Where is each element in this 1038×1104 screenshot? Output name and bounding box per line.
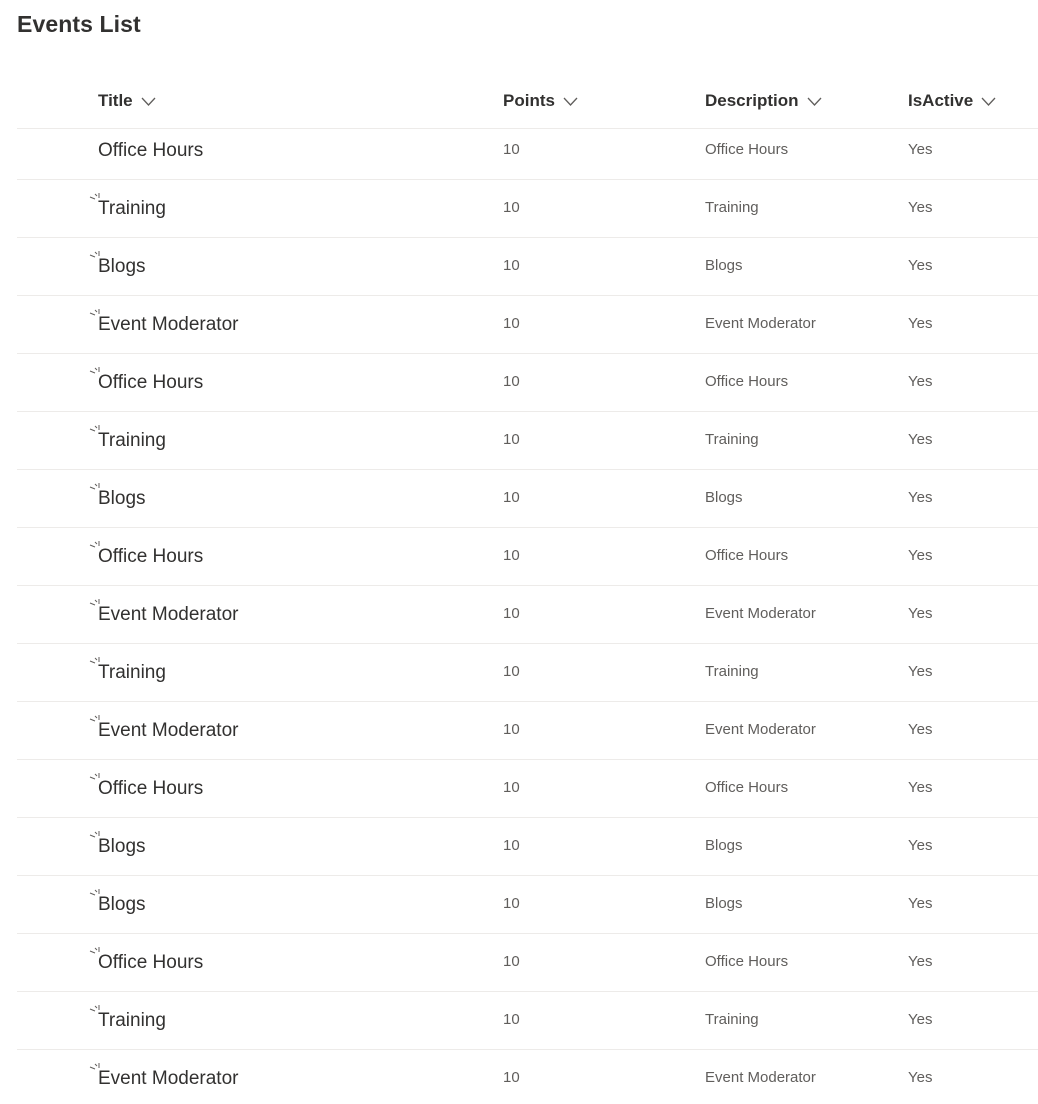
cell-title[interactable]: Office Hours: [98, 546, 204, 567]
table-row[interactable]: [17, 354, 1038, 412]
cell-isactive: Yes: [908, 431, 933, 448]
cell-title[interactable]: Office Hours: [98, 952, 204, 973]
cell-points: 10: [503, 721, 520, 738]
cell-description: Blogs: [705, 489, 743, 506]
table-row[interactable]: [17, 818, 1038, 876]
cell-points: 10: [503, 1011, 520, 1028]
cell-points: 10: [503, 315, 520, 332]
cell-title[interactable]: Blogs: [98, 256, 146, 277]
cell-title[interactable]: Training: [98, 198, 166, 219]
chevron-down-icon: [141, 97, 156, 106]
cell-description: Event Moderator: [705, 1069, 816, 1086]
cell-description: Office Hours: [705, 547, 789, 564]
cell-title[interactable]: Office Hours: [98, 372, 204, 393]
table-row[interactable]: [17, 992, 1038, 1050]
cell-description: Event Moderator: [705, 721, 816, 738]
cell-isactive: Yes: [908, 779, 933, 796]
column-header-isactive-label: IsActive: [908, 91, 974, 110]
cell-points: 10: [503, 431, 520, 448]
cell-points: 10: [503, 141, 520, 158]
cell-title[interactable]: Office Hours: [98, 778, 204, 799]
cell-description: Office Hours: [705, 141, 789, 158]
cell-isactive: Yes: [908, 547, 933, 564]
cell-description: Training: [705, 431, 759, 448]
table-row[interactable]: [17, 760, 1038, 818]
grid-body: [17, 129, 1038, 1104]
cell-points: 10: [503, 837, 520, 854]
table-row[interactable]: [17, 528, 1038, 586]
cell-title[interactable]: Office Hours: [98, 140, 204, 161]
cell-description: Blogs: [705, 837, 743, 854]
cell-title[interactable]: Event Moderator: [98, 1068, 239, 1089]
cell-description: Training: [705, 663, 759, 680]
cell-points: 10: [503, 373, 520, 390]
cell-isactive: Yes: [908, 199, 933, 216]
column-header-isactive[interactable]: [908, 89, 996, 113]
table-row[interactable]: [17, 470, 1038, 528]
table-row[interactable]: [17, 934, 1038, 992]
cell-description: Blogs: [705, 895, 743, 912]
column-header-title-label: Title: [98, 91, 133, 110]
cell-isactive: Yes: [908, 663, 933, 680]
cell-isactive: Yes: [908, 489, 933, 506]
cell-description: Event Moderator: [705, 315, 816, 332]
column-header-points[interactable]: [503, 89, 578, 113]
table-row[interactable]: [17, 238, 1038, 296]
cell-points: 10: [503, 605, 520, 622]
cell-title[interactable]: Event Moderator: [98, 720, 239, 741]
cell-title[interactable]: Blogs: [98, 836, 146, 857]
cell-title[interactable]: Event Moderator: [98, 604, 239, 625]
cell-description: Office Hours: [705, 373, 789, 390]
cell-isactive: Yes: [908, 1069, 933, 1086]
cell-title[interactable]: Blogs: [98, 488, 146, 509]
cell-isactive: Yes: [908, 257, 933, 274]
grid-header: [17, 72, 1038, 129]
cell-title[interactable]: Training: [98, 430, 166, 451]
cell-points: 10: [503, 199, 520, 216]
list-title: Events List: [17, 11, 141, 37]
column-header-description-label: Description: [705, 91, 799, 110]
cell-description: Event Moderator: [705, 605, 816, 622]
table-row[interactable]: [17, 586, 1038, 644]
chevron-down-icon: [563, 97, 578, 106]
chevron-down-icon: [981, 97, 996, 106]
cell-isactive: Yes: [908, 895, 933, 912]
cell-description: Training: [705, 199, 759, 216]
cell-isactive: Yes: [908, 953, 933, 970]
column-header-description[interactable]: [705, 89, 822, 113]
cell-isactive: Yes: [908, 721, 933, 738]
cell-isactive: Yes: [908, 837, 933, 854]
cell-isactive: Yes: [908, 315, 933, 332]
table-row[interactable]: [17, 296, 1038, 354]
cell-isactive: Yes: [908, 605, 933, 622]
cell-points: 10: [503, 547, 520, 564]
cell-isactive: Yes: [908, 141, 933, 158]
cell-title[interactable]: Blogs: [98, 894, 146, 915]
table-row[interactable]: [17, 129, 1038, 180]
cell-points: 10: [503, 895, 520, 912]
table-row[interactable]: [17, 702, 1038, 760]
cell-points: 10: [503, 663, 520, 680]
cell-description: Blogs: [705, 257, 743, 274]
cell-isactive: Yes: [908, 373, 933, 390]
cell-points: 10: [503, 953, 520, 970]
cell-points: 10: [503, 1069, 520, 1086]
table-row[interactable]: [17, 1050, 1038, 1104]
cell-isactive: Yes: [908, 1011, 933, 1028]
cell-description: Training: [705, 1011, 759, 1028]
chevron-down-icon: [807, 97, 822, 106]
cell-points: 10: [503, 489, 520, 506]
table-row[interactable]: [17, 412, 1038, 470]
cell-points: 10: [503, 257, 520, 274]
cell-title[interactable]: Training: [98, 662, 166, 683]
table-row[interactable]: [17, 876, 1038, 934]
events-grid: [17, 72, 1038, 1104]
cell-points: 10: [503, 779, 520, 796]
cell-description: Office Hours: [705, 953, 789, 970]
column-header-points-label: Points: [503, 91, 555, 110]
cell-description: Office Hours: [705, 779, 789, 796]
column-header-title[interactable]: [98, 89, 156, 113]
cell-title[interactable]: Training: [98, 1010, 166, 1031]
cell-title[interactable]: Event Moderator: [98, 314, 239, 335]
table-row[interactable]: [17, 644, 1038, 702]
table-row[interactable]: [17, 180, 1038, 238]
